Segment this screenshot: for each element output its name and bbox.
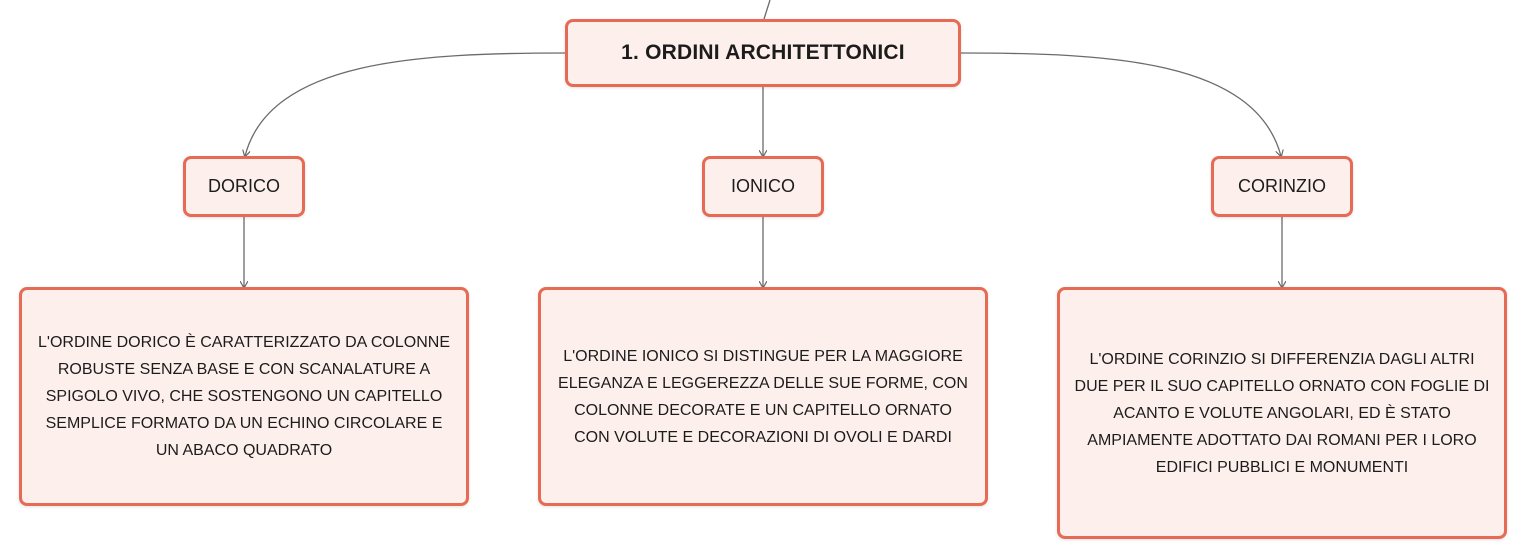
root-node[interactable] bbox=[565, 19, 961, 87]
node-ionico-label: IONICO bbox=[730, 176, 795, 196]
node-dorico[interactable] bbox=[183, 156, 305, 217]
node-ionico-description[interactable] bbox=[538, 287, 988, 506]
connector-root-dorico bbox=[245, 53, 565, 156]
ionico-description-text: L'ORDINE IONICO SI DISTINGUE PER LA MAGGIORE ELEGANZA E LEGGEREZZA DELLE SUE FORME, CON COLONNE DECORATE E UN CAPITELLO ORNATO CON VOLUTE E DECORAZIONI DI OVOLI E DARDI bbox=[558, 347, 968, 446]
node-corinzio[interactable] bbox=[1211, 156, 1353, 217]
node-dorico-description[interactable] bbox=[19, 287, 469, 506]
corinzio-description-text: L'ORDINE CORINZIO SI DIFFERENZIA DAGLI ALTRI DUE PER IL SUO CAPITELLO ORNATO CON FOGLIE DI ACANTO E VOLUTE ANGOLARI, ED È STATO AMPIAMENTE ADOTTATO DAI ROMANI PER I LORO EDIFICI PUBBLICI E MONUMENTI bbox=[1074, 350, 1490, 476]
node-ionico[interactable] bbox=[702, 156, 824, 217]
incoming-connector bbox=[764, 0, 770, 19]
root-label: 1. ORDINI ARCHITETTONICI bbox=[621, 41, 905, 64]
connector-root-corinzio bbox=[961, 53, 1281, 156]
node-dorico-label: DORICO bbox=[208, 176, 280, 196]
dorico-description-text: L'ORDINE DORICO È CARATTERIZZATO DA COLONNE ROBUSTE SENZA BASE E CON SCANALATURE A SPIGOLO VIVO, CHE SOSTENGONO UN CAPITELLO SEMPLICE FORMATO DA UN ECHINO CIRCOLARE E UN ABACO QUADRATO bbox=[38, 334, 450, 459]
node-corinzio-label: CORINZIO bbox=[1238, 176, 1326, 196]
node-corinzio-description[interactable] bbox=[1057, 287, 1507, 539]
